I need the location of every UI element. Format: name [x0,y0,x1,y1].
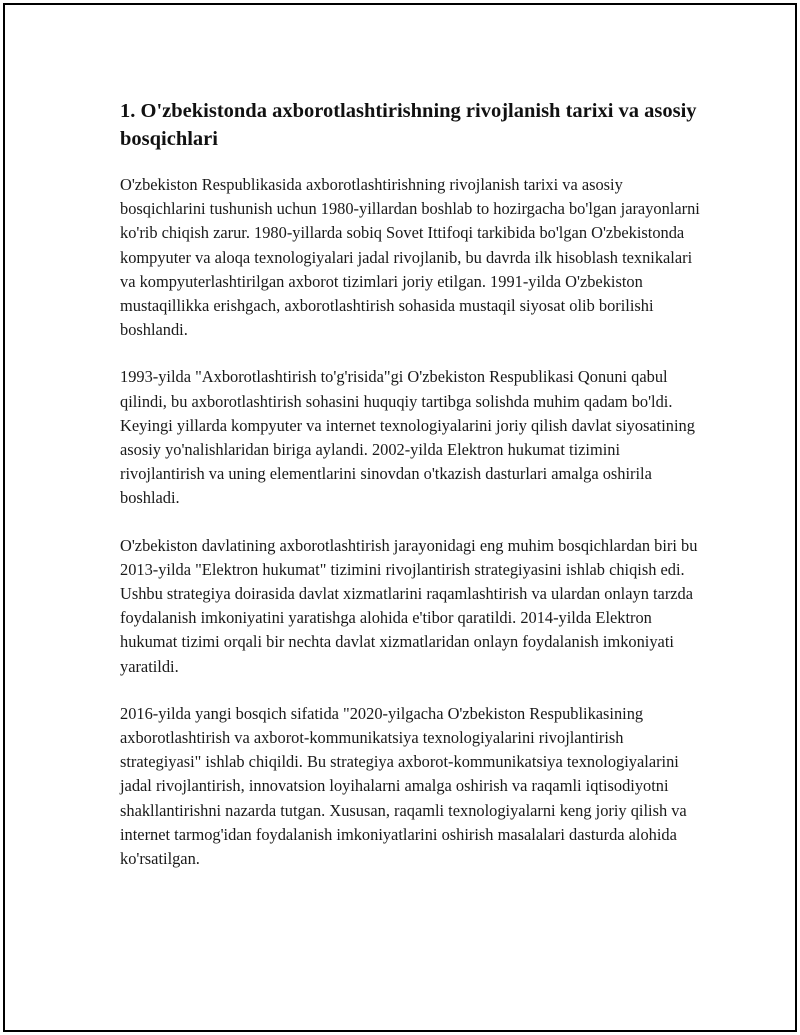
paragraph-3: O'zbekiston davlatining axborotlashtirish jarayonidagi eng muhim bosqichlardan biri bu 2013-yilda "Elektron hukumat" tizimini rivojlantirish strategiyasini ishlab chiqish edi. Ushbu strategiya doirasida davlat xizmatlarini raqamlashtirish va ulardan onlayn tarzda foydalanish imkoniyatini yaratishga alohida e'tibor qaratildi. 2014-yilda Elektron hukumat tizimi orqali bir nechta davlat xizmatlaridan onlayn foydalanish imkoniyati yaratildi. [120,535,698,676]
paragraph-4: 2016-yilda yangi bosqich sifatida "2020-yilgacha O'zbekiston Respublikasining axborotlashtirish va axborot-kommunikatsiya texnologiyalarini rivojlantirish strategiyasi" ishlab chiqildi. Bu strategiya axborot-kommunikatsiya texnologiyalarini jadal rivojlantirish, innovatsion loyihalarni amalga oshirish va raqamli iqtisodiyotni shakllantirishni nazarda tutgan. Xususan, raqamli texnologiyalarni keng joriy qilish va internet tarmog'idan foydalanish imkoniyatlarini oshirish masalalari dasturda alohida ko'rsatilgan. [120,703,687,869]
document-page [3,3,797,1032]
section-heading: 1. O'zbekistonda axborotlashtirishning rivojlanish tarixi va asosiy bosqichlari [120,100,697,150]
paragraph-1: O'zbekiston Respublikasida axborotlashtirishning rivojlanish tarixi va asosiy bosqichlarini tushunish uchun 1980-yillardan boshlab to hozirgacha bo'lgan jarayonlarni ko'rib chiqish zarur. 1980-yillarda sobiq Sovet Ittifoqi tarkibida bo'lgan O'zbekistonda kompyuter va aloqa texnologiyalari jadal rivojlanib, bu davrda ilk hisoblash texnikalari va kompyuterlashtirilgan axborot tizimlari joriy etilgan. 1991-yilda O'zbekiston mustaqillikka erishgach, axborotlashtirish sohasida mustaqil siyosat olib borilishi boshlandi. [120,175,700,340]
paragraph-2: 1993-yilda "Axborotlashtirish to'g'risida"gi O'zbekiston Respublikasi Qonuni qabul qilindi, bu axborotlashtirish sohasini huquqiy tartibga solishda muhim qadam bo'ldi. Keyingi yillarda kompyuter va internet texnologiyalarini joriy qilish davlat siyosatining asosiy yo'nalishlaridan biriga aylandi. 2002-yilda Elektron hukumat tizimini rivojlantirish va uning elementlarini sinovdan o'tkazish dasturlari amalga oshirila boshladi. [120,367,695,508]
document-body [120,97,700,894]
